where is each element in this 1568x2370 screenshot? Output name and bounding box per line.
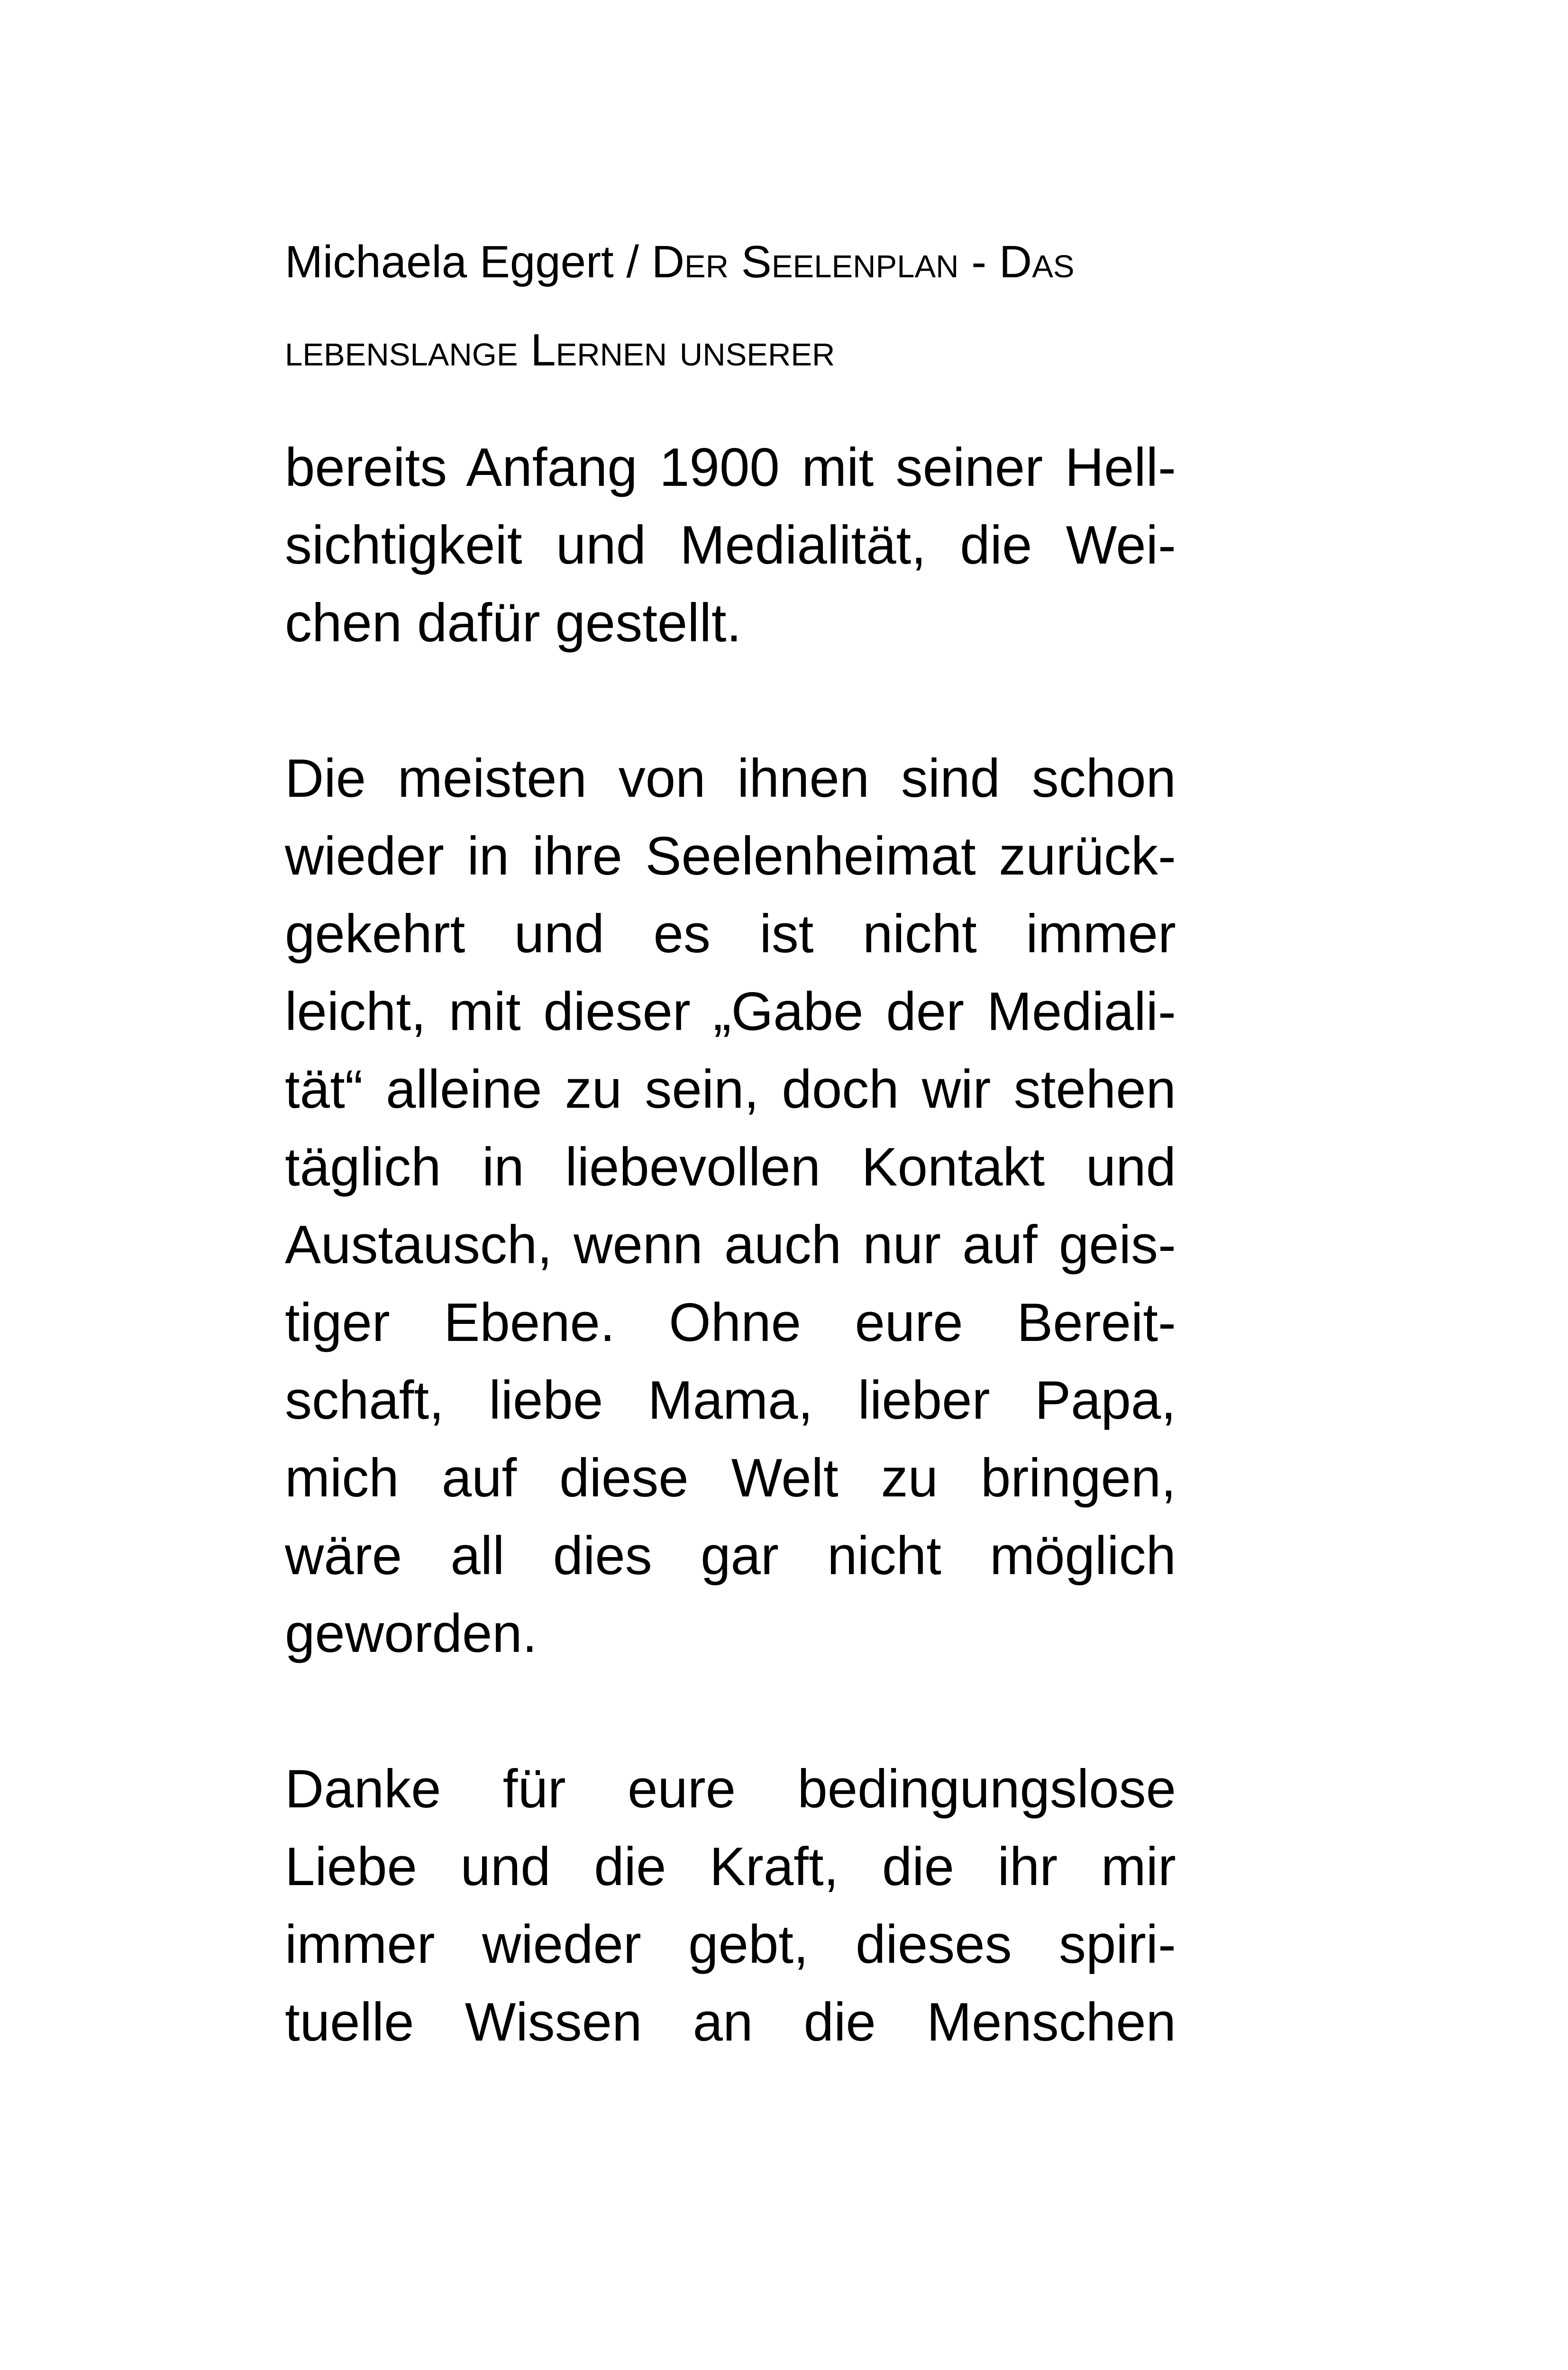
text-line: bereits Anfang 1900 mit seiner Hell- — [285, 438, 1176, 498]
text-line: leicht, mit dieser „Gabe der Mediali- — [285, 982, 1176, 1042]
text-line: chen dafür gestellt. — [285, 593, 742, 653]
text-line: täglich in liebevollen Kontakt und — [285, 1137, 1176, 1197]
header-line-2 — [285, 306, 1176, 394]
text-line: immer wieder gebt, dieses spiri- — [285, 1914, 1176, 1975]
text-line: schaft, liebe Mama, lieber Papa, — [285, 1370, 1176, 1431]
text-line: Austausch, wenn auch nur auf geis- — [285, 1215, 1176, 1275]
text-line: Die meisten von ihnen sind schon — [285, 748, 1176, 809]
paragraph-1 — [285, 429, 1176, 662]
header-line-1 — [285, 218, 1176, 306]
text-line: sichtigkeit und Medialität, die Wei- — [285, 515, 1176, 575]
text-line: tuelle Wissen an die Menschen — [285, 1992, 1176, 2052]
paragraph-3 — [285, 1750, 1176, 2061]
text-line: wieder in ihre Seelenheimat zurück- — [285, 826, 1176, 886]
text-line: geworden. — [285, 1604, 538, 1664]
paragraph-2 — [285, 740, 1176, 1673]
text-line: Danke für eure bedingungslose — [285, 1759, 1176, 1819]
header-title-part-1: Der Seelenplan - Das — [651, 237, 1075, 287]
text-line: tiger Ebene. Ohne eure Bereit- — [285, 1293, 1176, 1353]
text-line: Liebe und die Kraft, die ihr mir — [285, 1837, 1176, 1897]
header-title-part-2: lebenslange Lernen unserer — [285, 325, 835, 375]
text-line: tät“ alleine zu sein, doch wir stehen — [285, 1059, 1176, 1120]
text-line: mich auf diese Welt zu bringen, — [285, 1448, 1176, 1508]
text-line: wäre all dies gar nicht möglich — [285, 1526, 1176, 1586]
header-author: Michaela Eggert / — [285, 237, 639, 287]
text-line: gekehrt und es ist nicht immer — [285, 904, 1176, 964]
body-text — [285, 429, 1176, 2139]
running-header — [285, 218, 1176, 394]
